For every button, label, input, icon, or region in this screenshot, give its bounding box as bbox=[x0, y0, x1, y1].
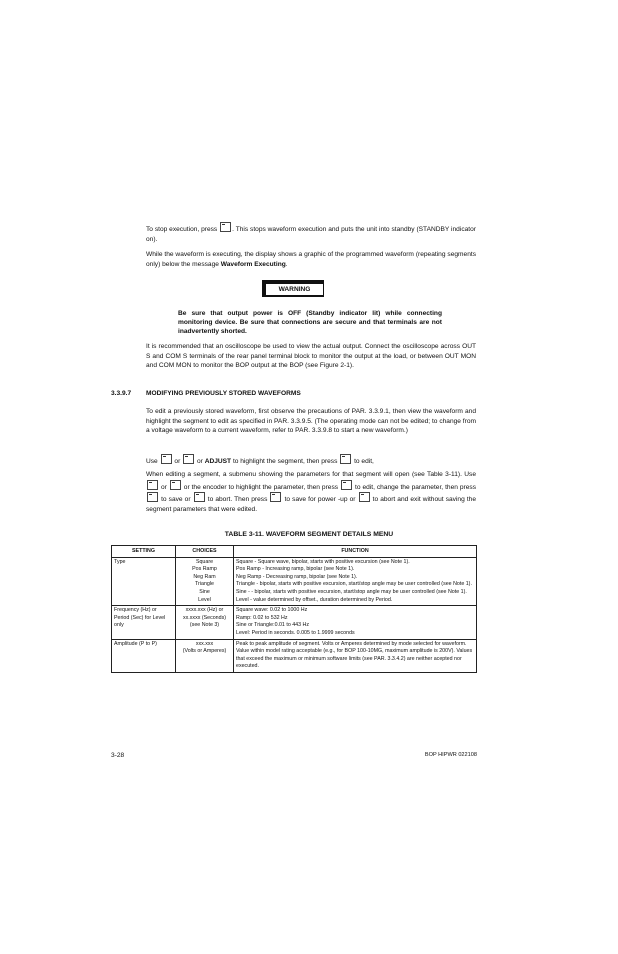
paragraph-waveform-executing: While the waveform is executing, the display shows a graphic of the programmed waveform (repeating segments only) below the message Waveform Executing. bbox=[146, 251, 476, 268]
down-key-icon bbox=[170, 480, 181, 490]
paragraph-submenu: When editing a segment, a submenu showing the parameters for that segment will open (see Table 3-11). Use or or the encoder to highlight the parameter, then press to edit, change the parameter, then press to save or to abort. Then press to save for power -up or to abort and exit without saving the segment parameters that were edited. bbox=[146, 471, 477, 513]
table-row: Type Square Pos Ramp Neg Ram Triangle Sine Level Square - Square wave, bipolar, starts with positive excursion (see Note 1). Pos Ramp - Increasing ramp, bipolar (see Note 1). Neg Ramp - Decreasing ramp, bipolar (see Note 1). Triangle - bipolar, starts with positive excursion, start/stop angle may be user controlled (see Note 1). Sine - - bipolar, starts with positive excursion, start/stop angle may be user controlled (see Note 1). Level - value determined by offset., duration determined by Period. bbox=[112, 557, 477, 606]
paragraph-highlight-segment: Use or or ADJUST to highlight the segment, then press to edit, bbox=[146, 454, 476, 467]
down-key-icon bbox=[183, 454, 194, 464]
page-number: 3-28 bbox=[111, 752, 125, 759]
f4-key-icon bbox=[359, 492, 370, 502]
table-header-row: SETTING CHOICES FUNCTION bbox=[112, 546, 477, 558]
table-title: TABLE 3-11. WAVEFORM SEGMENT DETAILS MENU bbox=[224, 531, 394, 538]
table-row: Frequency (Hz) or Period (Sec) for Level only xxxx.xxx (Hz) or xx.xxxx (Seconds) (see Note 3) Square wave: 0.02 to 1000 Hz Ramp: 0.02 to 532 Hz Sine or Triangle:0.01 to 443 Hz Level: Period in seconds. 0.005 to 1.9999 seconds bbox=[112, 606, 477, 639]
f1-key-icon bbox=[147, 492, 158, 502]
waveform-segment-table bbox=[111, 545, 477, 673]
paragraph-oscilloscope: It is recommended that an oscilloscope be used to view the actual output. Connect the oscilloscope across OUT S and COM S terminals of the rear panel terminal block to monitor the output at the load, or between OUT MON and COM MON to monitor the BOP output at the BOP (see Figure 2-1). bbox=[146, 343, 476, 369]
paragraph-stop-execution: To stop execution, press . This stops waveform execution and puts the unit into standby (STANDBY indicator on). bbox=[146, 222, 476, 244]
section-number: 3.3.9.7 bbox=[111, 390, 132, 397]
warning-text: Be sure that output power is OFF (Standby indicator lit) while connecting monitoring device. Be sure that connections are secure and that terminals are not inadvertently shorted. bbox=[178, 310, 442, 335]
section-title: MODIFYING PREVIOUSLY STORED WAVEFORMS bbox=[146, 390, 301, 397]
key-icon bbox=[220, 222, 231, 232]
warning-label: WARNING bbox=[265, 283, 324, 296]
f1-key-icon bbox=[270, 492, 281, 502]
up-key-icon bbox=[161, 454, 172, 464]
f3-key-icon bbox=[194, 492, 205, 502]
key-icon bbox=[340, 454, 351, 464]
paragraph-edit-instructions: To edit a previously stored waveform, first observe the precautions of PAR. 3.3.9.1, then view the waveform and highlight the segment to edit as specified in PAR. 3.3.9.5. (The operating mode can not be edited; to change from a voltage waveform to a current waveform, refer to PAR. 3.3.9.8 to start a new waveform.) bbox=[146, 408, 476, 434]
document-id: BOP HIPWR 022108 bbox=[424, 752, 477, 758]
f1-key-icon bbox=[341, 480, 352, 490]
up-key-icon bbox=[147, 480, 158, 490]
table-row: Amplitude (P to P) xxx.xxx (Volts or Amperes) Peak to peak amplitude of segment. Volts or Amperes determined by mode selected for waveform. Value within model rating acceptable (e.g., for BOP 100-10MG, maximum amplitude is 200V). Values that exceed the maximum or minimum software limits (see PAR. 3.3.4.2) are neither acepted nor executed. bbox=[112, 639, 477, 672]
